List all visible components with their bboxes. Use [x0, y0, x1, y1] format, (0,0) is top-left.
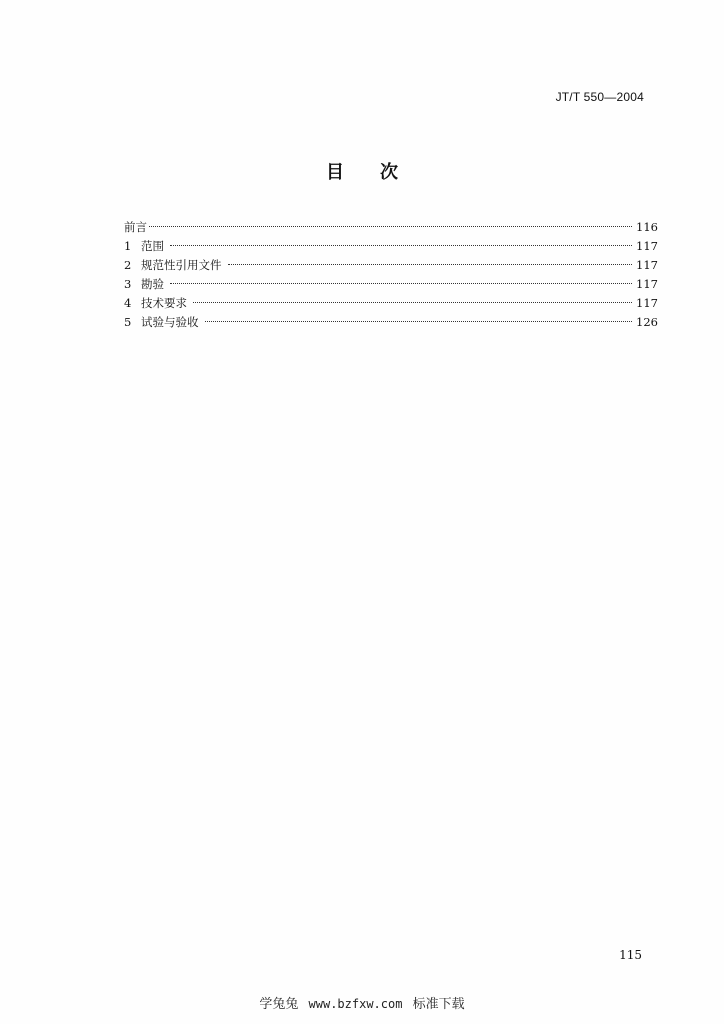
- toc-dot-leader: [170, 283, 632, 284]
- toc-entry-testing-acceptance[interactable]: [124, 313, 658, 332]
- toc-entry-page: 117: [636, 296, 658, 310]
- toc-entry-technical-requirements[interactable]: [124, 294, 658, 313]
- toc-entry-number: 3: [124, 277, 132, 291]
- toc-title-char-2: 次: [380, 162, 398, 183]
- toc-entry-number: 2: [124, 258, 132, 272]
- toc-entry-page: 126: [636, 315, 658, 329]
- toc-dot-leader: [228, 264, 633, 265]
- table-of-contents: [124, 218, 658, 332]
- watermark-site-name: 学兔兔: [259, 997, 299, 1012]
- toc-dot-leader: [149, 226, 632, 227]
- watermark-url[interactable]: www.bzfxw.com: [308, 997, 403, 1011]
- watermark-footer: [0, 993, 724, 1012]
- toc-entry-label: 试验与验收: [141, 315, 199, 329]
- toc-entry-number: 1: [124, 239, 132, 253]
- toc-dot-leader: [205, 321, 633, 322]
- toc-entry-label: 技术要求: [141, 296, 187, 310]
- toc-entry-number: 5: [124, 315, 132, 329]
- toc-entry-page: 117: [636, 239, 658, 253]
- toc-entry-label: 勘验: [141, 277, 164, 291]
- toc-entry-normative-references[interactable]: [124, 256, 658, 275]
- toc-entry-scope[interactable]: [124, 237, 658, 256]
- toc-entry-survey[interactable]: [124, 275, 658, 294]
- toc-dot-leader: [193, 302, 632, 303]
- page-number: 115: [619, 948, 642, 962]
- toc-dot-leader: [170, 245, 632, 246]
- watermark-tagline: 标准下载: [412, 997, 465, 1012]
- toc-entry-page: 117: [636, 277, 658, 291]
- toc-entry-label: 前言: [124, 220, 147, 234]
- toc-entry-page: 116: [636, 220, 658, 234]
- standard-code: JT/T 550—2004: [555, 90, 644, 104]
- toc-entry-foreword[interactable]: [124, 218, 658, 237]
- toc-entry-label: 规范性引用文件: [141, 258, 222, 272]
- toc-entry-page: 117: [636, 258, 658, 272]
- toc-entry-number: 4: [124, 296, 132, 310]
- toc-title-char-1: 目: [326, 162, 344, 183]
- toc-title: [0, 158, 724, 184]
- toc-entry-label: 范围: [141, 239, 164, 253]
